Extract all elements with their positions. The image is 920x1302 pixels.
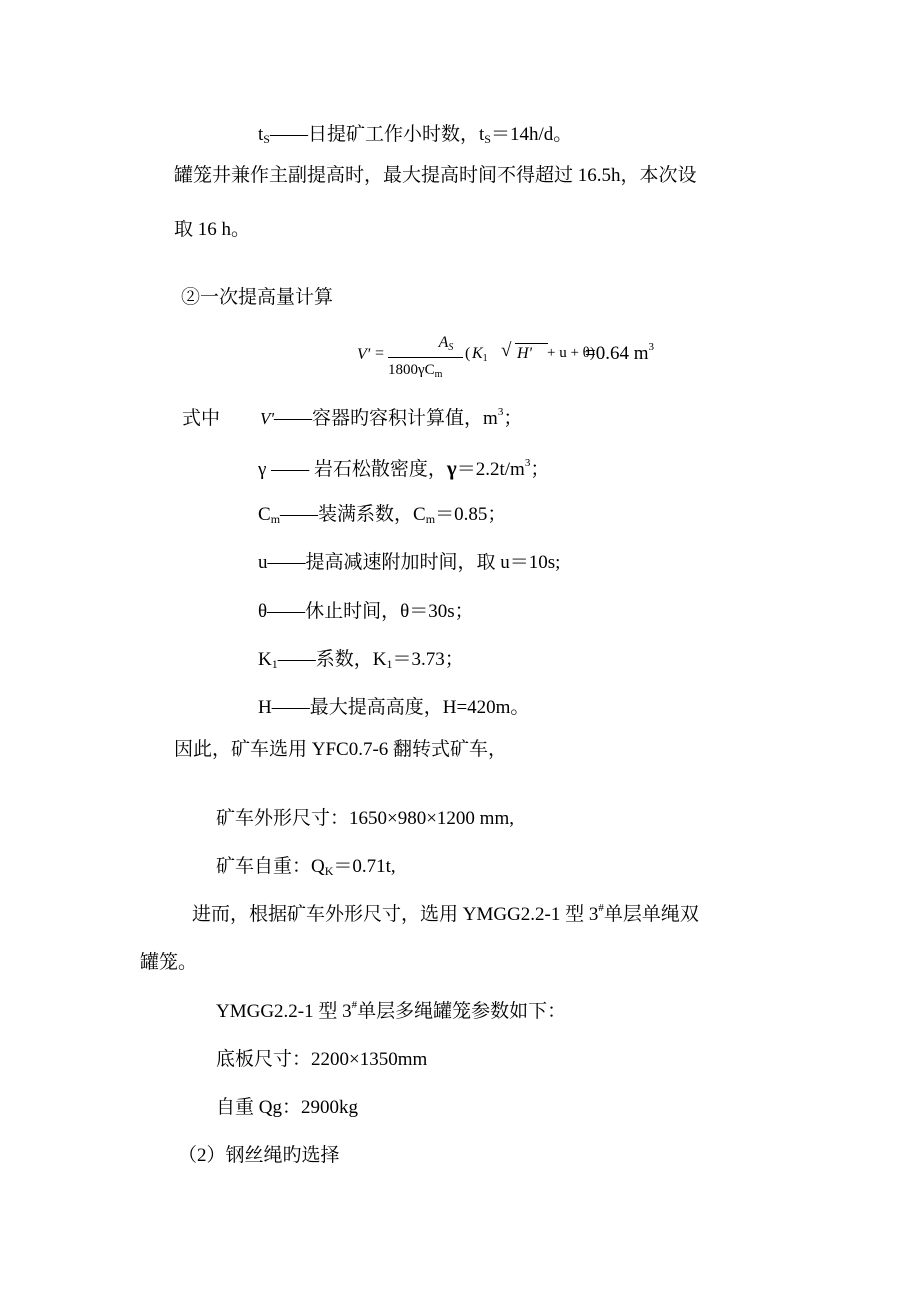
formula-result: =0.64 $m^3$	[585, 341, 654, 364]
paragraph-cage-shaft: 罐笼井兼作主副提高时，最大提高时间不得超过 16.5h，本次设	[174, 165, 697, 186]
cage-parameters-heading: YMGG2.2-1 型 3#单层多绳罐笼参数如下：	[216, 999, 567, 1022]
formula-numerator: $A_S$	[438, 334, 454, 353]
formula-rest: + u + θ)	[547, 345, 595, 361]
paragraph-mine-car-selection: 因此，矿车选用 YFC0.7-6 翻转式矿车，	[174, 739, 508, 760]
sqrt-overline	[515, 343, 548, 344]
definition-gamma: γ —— 岩石松散密度，$\gamma=2.2t/m^3$；	[258, 456, 550, 480]
mine-car-weight: 矿车自重：$Q_K=0.71t$,	[216, 856, 396, 878]
where-prefix: 式中	[182, 408, 221, 429]
definition-k1: $K_1——$系数，$K_1=3.73$；	[258, 649, 464, 671]
formula-eq: =	[375, 345, 385, 362]
formula-lhs: V'	[357, 346, 371, 363]
mine-car-dimensions: 矿车外形尺寸：1650×980×1200 mm,	[216, 808, 514, 829]
paragraph-cage-selection: 进而，根据矿车外形尺寸，选用 YMGG2.2-1 型 3#单层单绳双	[192, 902, 699, 925]
formula-sqrt: √	[501, 340, 512, 361]
cage-floor-size: 底板尺寸：2200×1350mm	[216, 1049, 428, 1070]
section-heading-hoist-volume: ②一次提高量计算	[181, 287, 334, 308]
definition-theta: θ——休止时间，θ＝30s；	[258, 601, 474, 622]
formula-denominator: $1800\gamma C_m$	[388, 362, 443, 380]
definition-h: H——最大提高高度，H=420m。	[258, 697, 530, 718]
definition-cm: $C_m——$装满系数，$C_m=0.85$；	[258, 504, 507, 526]
formula-k1: $K_1$	[472, 345, 488, 364]
fraction-bar	[388, 357, 463, 358]
formula-paren: (	[465, 345, 471, 362]
section-heading-wire-rope: （2）钢丝绳旳选择	[178, 1145, 340, 1166]
paragraph-continuation: 取 16 h。	[174, 219, 251, 240]
definition-v: V'——容器旳容积计算值，$m^3$；	[260, 406, 523, 429]
definition-u: u——提高减速附加时间，取 u＝10s;	[258, 552, 561, 573]
formula-h: H'	[517, 345, 532, 362]
definition-ts: $t_S——$日提矿工作小时数，$t_S=14h/d$。	[258, 124, 573, 146]
paragraph-cage-selection-continued: 罐笼。	[140, 952, 198, 973]
cage-self-weight: 自重 Qg：2900kg	[216, 1097, 358, 1118]
